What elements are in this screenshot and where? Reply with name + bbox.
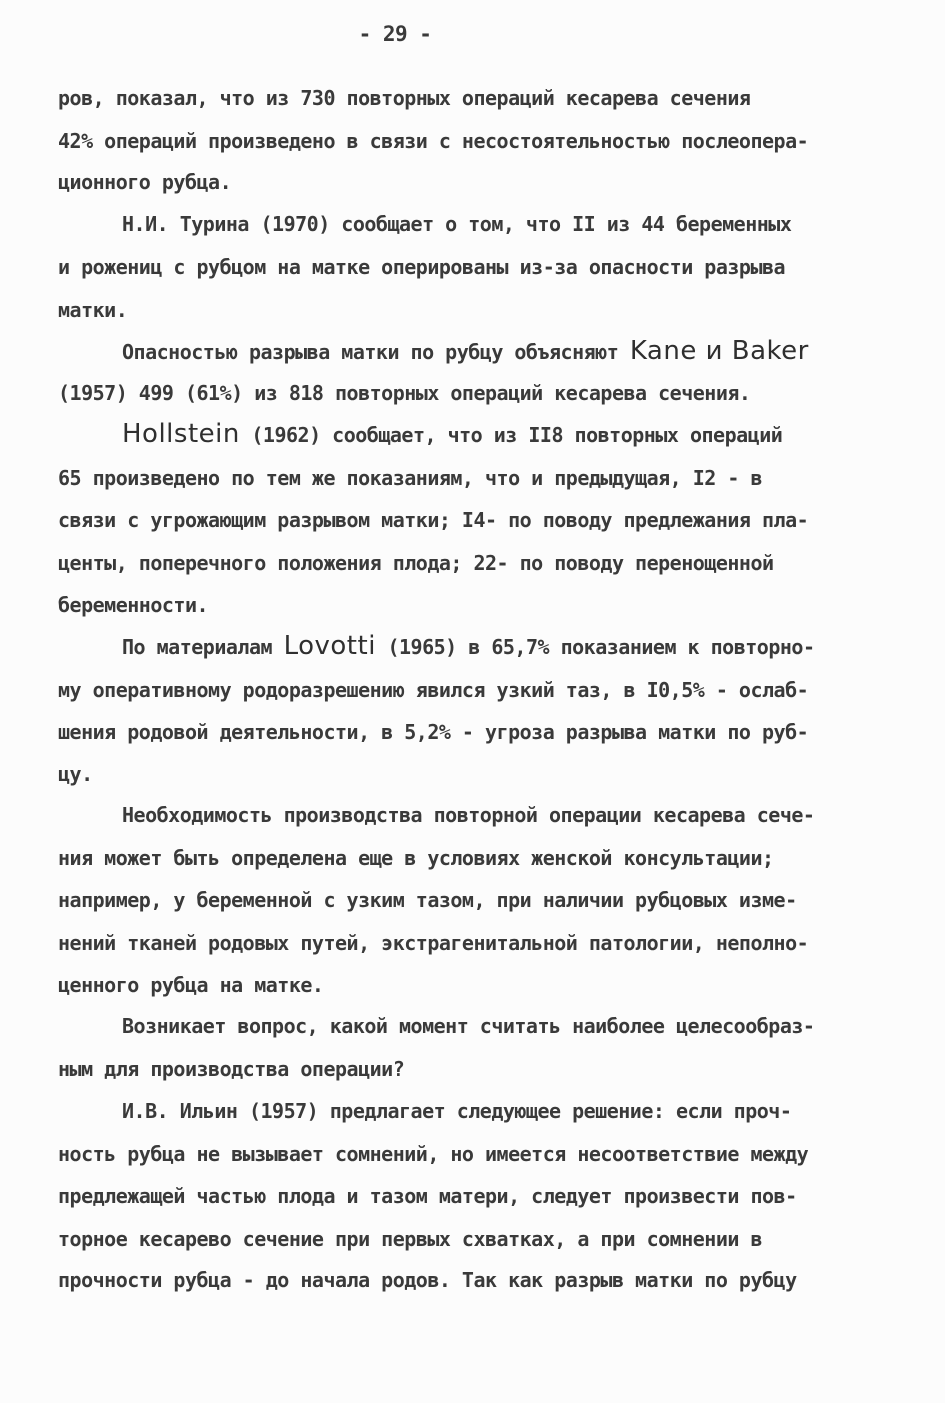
text-line: му оперативному родоразрешению явился узкий таз, в I0,5% - ослаб- — [58, 678, 809, 702]
text-line: нений тканей родовых путей, экстрагенитальной патологии, неполно- — [58, 931, 809, 955]
text-line: Необходимость производства повторной операции кесарева сече- — [122, 803, 815, 827]
text-line: По материалам Lovotti (1965) в 65,7% показанием к повторно- — [122, 631, 815, 661]
handwritten-author-name: Kane и Baker — [629, 336, 809, 366]
page-number: - 29 - — [358, 22, 432, 46]
text-line: ционного рубца. — [58, 170, 232, 194]
text-line: 42% операций произведено в связи с несостоятельностью послеопера- — [58, 129, 809, 153]
text-line: например, у беременной с узким тазом, при наличии рубцовых изме- — [58, 888, 797, 912]
text-line: центы, поперечного положения плода; 22- по поводу перенощенной — [58, 551, 774, 575]
text-line: 65 произведено по тем же показаниям, что и предыдущая, I2 - в — [58, 466, 763, 490]
text-line: и рожениц с рубцом на матке оперированы из-за опасности разрыва — [58, 255, 786, 279]
text-line: торное кесарево сечение при первых схватках, а при сомнении в — [58, 1227, 763, 1251]
text-line: ния может быть определена еще в условиях женской консультации; — [58, 846, 774, 870]
text-line: Hollstein (1962) сообщает, что из II8 повторных операций — [122, 419, 783, 449]
text-line: Опасностью разрыва матки по рубцу объясняют Kane и Baker — [122, 336, 809, 366]
text-line: цу. — [58, 762, 93, 786]
text-line: ценного рубца на матке. — [58, 973, 324, 997]
text-line: ров, показал, что из 730 повторных операций кесарева сечения — [58, 86, 751, 110]
text-line: матки. — [58, 298, 128, 322]
handwritten-author-name: Lovotti — [283, 631, 376, 661]
text-line: предлежащей частью плода и тазом матери, следует произвести пов- — [58, 1184, 797, 1208]
text-line: прочности рубца - до начала родов. Так как разрыв матки по рубцу — [58, 1268, 797, 1292]
text-line: ным для производства операции? — [58, 1057, 405, 1081]
text-line: беременности. — [58, 593, 209, 617]
text-line: И.В. Ильин (1957) предлагает следующее решение: если проч- — [122, 1099, 792, 1123]
handwritten-author-name: Hollstein — [122, 419, 240, 449]
text-line: ность рубца не вызывает сомнений, но имеется несоответствие между — [58, 1142, 809, 1166]
text-line: связи с угрожающим разрывом матки; I4- по поводу предлежания пла- — [58, 508, 809, 532]
text-line: Возникает вопрос, какой момент считать наиболее целесообраз- — [122, 1014, 815, 1038]
text-line: (1957) 499 (61%) из 818 повторных операций кесарева сечения. — [58, 381, 751, 405]
text-line: шения родовой деятельности, в 5,2% - угроза разрыва матки по руб- — [58, 720, 809, 744]
text-line: Н.И. Турина (1970) сообщает о том, что II из 44 беременных — [122, 212, 792, 236]
